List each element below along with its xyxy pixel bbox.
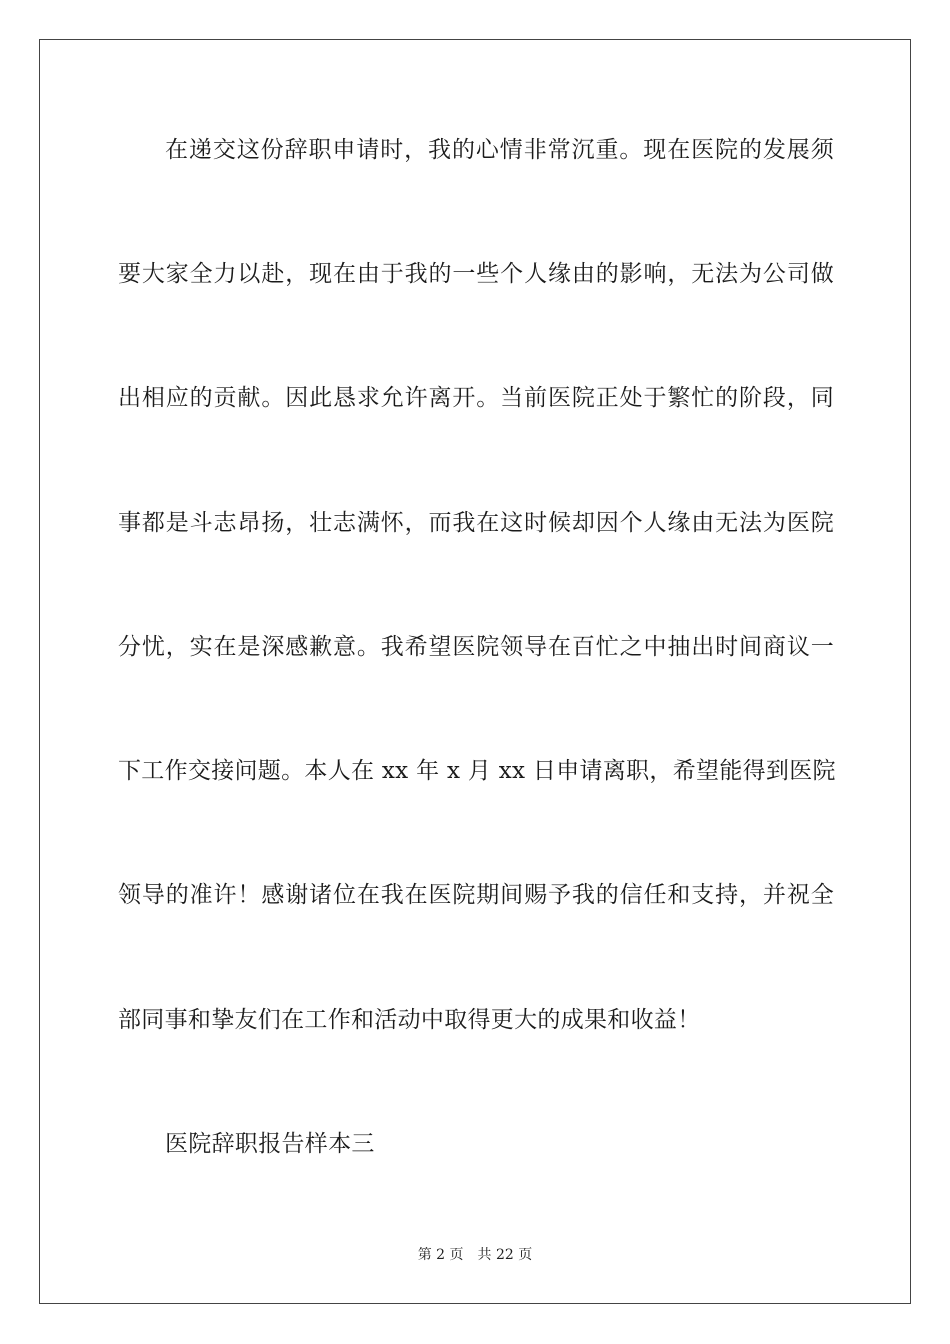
page-border [39, 39, 911, 1304]
body-line-5: 分忧，实在是深感歉意。我希望医院领导在百忙之中抽出时间商议一 [118, 634, 834, 660]
body-line-7: 领导的准许！感谢诸位在我在医院期间赐予我的信任和支持，并祝全 [118, 882, 834, 908]
body-line-4: 事都是斗志昂扬，壮志满怀，而我在这时候却因个人缘由无法为医院 [118, 510, 834, 536]
body-line-1: 在递交这份辞职申请时，我的心情非常沉重。现在医院的发展须 [165, 137, 834, 163]
page-total: 共 22 页 [477, 1247, 533, 1263]
page-number: 第 2 页 [417, 1247, 464, 1263]
body-line-8: 部同事和挚友们在工作和活动中取得更大的成果和收益！ [118, 1007, 701, 1033]
body-line-3: 出相应的贡献。因此恳求允许离开。当前医院正处于繁忙的阶段，同 [118, 385, 834, 411]
section-heading: 医院辞职报告样本三 [165, 1131, 375, 1157]
body-line-2: 要大家全力以赴，现在由于我的一些个人缘由的影响，无法为公司做 [118, 261, 834, 287]
body-line-6: 下工作交接问题。本人在 xx 年 x 月 xx 日申请离职，希望能得到医院 [118, 758, 836, 784]
page-footer [0, 1246, 950, 1264]
